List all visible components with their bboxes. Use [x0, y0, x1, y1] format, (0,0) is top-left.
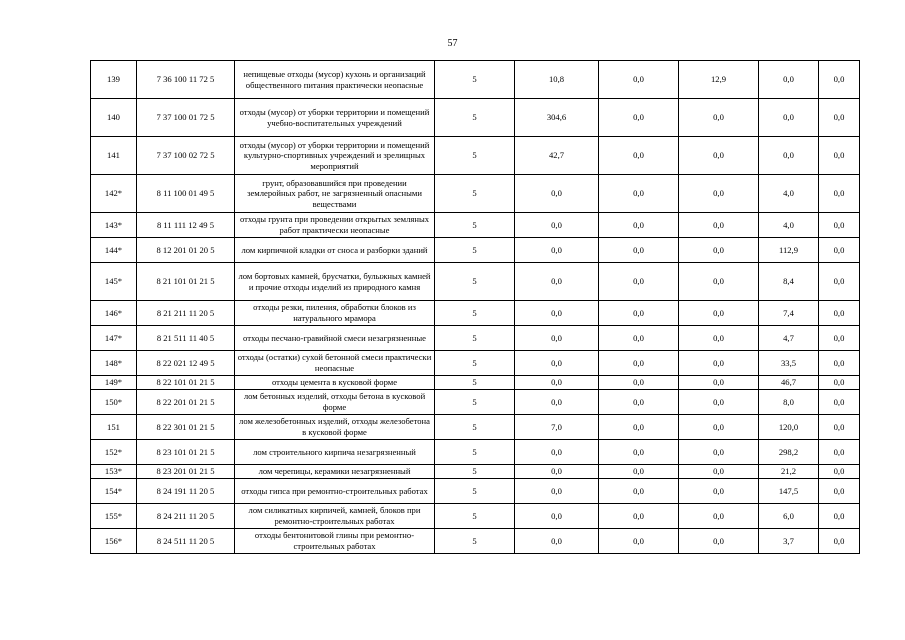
- waste-code: 8 21 211 11 20 5: [137, 301, 235, 326]
- hazard-class: 5: [435, 415, 515, 440]
- value-cell-2: 0,0: [599, 238, 679, 263]
- hazard-class: 5: [435, 263, 515, 301]
- row-number: 139: [91, 61, 137, 99]
- table-row: [91, 351, 860, 376]
- waste-name: лом строительного кирпича незагрязненный: [235, 440, 435, 465]
- waste-code: 8 22 201 01 21 5: [137, 390, 235, 415]
- hazard-class: 5: [435, 479, 515, 504]
- hazard-class: 5: [435, 175, 515, 213]
- hazard-class: 5: [435, 465, 515, 479]
- value-cell-5: 0,0: [819, 99, 860, 137]
- value-cell-5: 0,0: [819, 175, 860, 213]
- waste-code: 8 21 511 11 40 5: [137, 326, 235, 351]
- waste-table: [90, 60, 860, 554]
- table-row: [91, 504, 860, 529]
- value-cell-5: 0,0: [819, 351, 860, 376]
- value-cell-3: 0,0: [679, 301, 759, 326]
- value-cell-5: 0,0: [819, 390, 860, 415]
- value-cell-2: 0,0: [599, 61, 679, 99]
- waste-code: 8 23 201 01 21 5: [137, 465, 235, 479]
- table-row: [91, 99, 860, 137]
- waste-name: лом бортовых камней, брусчатки, булыжных камней и прочие отходы изделий из природного камня: [235, 263, 435, 301]
- value-cell-5: 0,0: [819, 479, 860, 504]
- waste-code: 7 37 100 01 72 5: [137, 99, 235, 137]
- value-cell-2: 0,0: [599, 390, 679, 415]
- value-cell-2: 0,0: [599, 213, 679, 238]
- value-cell-5: 0,0: [819, 213, 860, 238]
- hazard-class: 5: [435, 326, 515, 351]
- table-row: [91, 263, 860, 301]
- table-row: [91, 376, 860, 390]
- row-number: 156*: [91, 529, 137, 554]
- value-cell-2: 0,0: [599, 529, 679, 554]
- value-cell-5: 0,0: [819, 61, 860, 99]
- value-cell-1: 0,0: [515, 213, 599, 238]
- table-row: [91, 415, 860, 440]
- waste-name: отходы (мусор) от уборки территории и помещений учебно-воспитательных учреждений: [235, 99, 435, 137]
- waste-code: 8 22 301 01 21 5: [137, 415, 235, 440]
- hazard-class: 5: [435, 376, 515, 390]
- row-number: 141: [91, 137, 137, 175]
- waste-name: отходы (мусор) от уборки территории и помещений культурно-спортивных учреждений и зрелищных мероприятий: [235, 137, 435, 175]
- value-cell-5: 0,0: [819, 440, 860, 465]
- table-row: [91, 213, 860, 238]
- waste-code: 8 24 191 11 20 5: [137, 479, 235, 504]
- value-cell-2: 0,0: [599, 137, 679, 175]
- value-cell-5: 0,0: [819, 263, 860, 301]
- value-cell-2: 0,0: [599, 479, 679, 504]
- value-cell-4: 21,2: [759, 465, 819, 479]
- table-row: [91, 326, 860, 351]
- value-cell-4: 8,0: [759, 390, 819, 415]
- waste-code: 8 12 201 01 20 5: [137, 238, 235, 263]
- row-number: 147*: [91, 326, 137, 351]
- value-cell-1: 0,0: [515, 440, 599, 465]
- waste-name: отходы (остатки) сухой бетонной смеси практически неопасные: [235, 351, 435, 376]
- value-cell-1: 304,6: [515, 99, 599, 137]
- row-number: 143*: [91, 213, 137, 238]
- value-cell-3: 12,9: [679, 61, 759, 99]
- value-cell-3: 0,0: [679, 326, 759, 351]
- value-cell-1: 0,0: [515, 376, 599, 390]
- hazard-class: 5: [435, 504, 515, 529]
- value-cell-2: 0,0: [599, 175, 679, 213]
- row-number: 152*: [91, 440, 137, 465]
- value-cell-2: 0,0: [599, 301, 679, 326]
- value-cell-3: 0,0: [679, 465, 759, 479]
- value-cell-3: 0,0: [679, 351, 759, 376]
- value-cell-5: 0,0: [819, 529, 860, 554]
- waste-name: лом железобетонных изделий, отходы железобетона в кусковой форме: [235, 415, 435, 440]
- waste-code: 7 36 100 11 72 5: [137, 61, 235, 99]
- value-cell-2: 0,0: [599, 99, 679, 137]
- value-cell-3: 0,0: [679, 390, 759, 415]
- value-cell-3: 0,0: [679, 213, 759, 238]
- value-cell-5: 0,0: [819, 415, 860, 440]
- value-cell-4: 0,0: [759, 99, 819, 137]
- row-number: 150*: [91, 390, 137, 415]
- waste-name: лом кирпичной кладки от сноса и разборки зданий: [235, 238, 435, 263]
- row-number: 140: [91, 99, 137, 137]
- waste-name: отходы бентонитовой глины при ремонтно-строительных работах: [235, 529, 435, 554]
- value-cell-1: 10,8: [515, 61, 599, 99]
- value-cell-3: 0,0: [679, 137, 759, 175]
- waste-code: 7 37 100 02 72 5: [137, 137, 235, 175]
- row-number: 151: [91, 415, 137, 440]
- value-cell-5: 0,0: [819, 326, 860, 351]
- value-cell-2: 0,0: [599, 504, 679, 529]
- value-cell-3: 0,0: [679, 99, 759, 137]
- value-cell-5: 0,0: [819, 504, 860, 529]
- value-cell-1: 0,0: [515, 175, 599, 213]
- table-row: [91, 465, 860, 479]
- value-cell-3: 0,0: [679, 479, 759, 504]
- value-cell-4: 112,9: [759, 238, 819, 263]
- hazard-class: 5: [435, 99, 515, 137]
- row-number: 153*: [91, 465, 137, 479]
- waste-code: 8 22 021 12 49 5: [137, 351, 235, 376]
- value-cell-2: 0,0: [599, 376, 679, 390]
- value-cell-1: 0,0: [515, 465, 599, 479]
- value-cell-1: 0,0: [515, 529, 599, 554]
- value-cell-1: 0,0: [515, 504, 599, 529]
- hazard-class: 5: [435, 61, 515, 99]
- waste-name: лом черепицы, керамики незагрязненный: [235, 465, 435, 479]
- value-cell-4: 7,4: [759, 301, 819, 326]
- value-cell-1: 0,0: [515, 479, 599, 504]
- waste-name: отходы песчано-гравийной смеси незагрязненные: [235, 326, 435, 351]
- value-cell-2: 0,0: [599, 351, 679, 376]
- table-row: [91, 61, 860, 99]
- value-cell-4: 0,0: [759, 137, 819, 175]
- row-number: 142*: [91, 175, 137, 213]
- hazard-class: 5: [435, 390, 515, 415]
- waste-code: 8 11 111 12 49 5: [137, 213, 235, 238]
- row-number: 144*: [91, 238, 137, 263]
- waste-name: отходы грунта при проведении открытых земляных работ практически неопасные: [235, 213, 435, 238]
- value-cell-3: 0,0: [679, 504, 759, 529]
- value-cell-2: 0,0: [599, 263, 679, 301]
- value-cell-3: 0,0: [679, 415, 759, 440]
- value-cell-5: 0,0: [819, 301, 860, 326]
- waste-code: 8 22 101 01 21 5: [137, 376, 235, 390]
- hazard-class: 5: [435, 137, 515, 175]
- value-cell-3: 0,0: [679, 529, 759, 554]
- value-cell-4: 0,0: [759, 61, 819, 99]
- table-row: [91, 175, 860, 213]
- value-cell-4: 3,7: [759, 529, 819, 554]
- row-number: 148*: [91, 351, 137, 376]
- table-row: [91, 529, 860, 554]
- table-row: [91, 137, 860, 175]
- hazard-class: 5: [435, 440, 515, 465]
- waste-code: 8 11 100 01 49 5: [137, 175, 235, 213]
- value-cell-2: 0,0: [599, 440, 679, 465]
- value-cell-1: 0,0: [515, 326, 599, 351]
- value-cell-4: 120,0: [759, 415, 819, 440]
- waste-name: отходы цемента в кусковой форме: [235, 376, 435, 390]
- waste-name: отходы резки, пиления, обработки блоков из натурального мрамора: [235, 301, 435, 326]
- value-cell-2: 0,0: [599, 326, 679, 351]
- value-cell-2: 0,0: [599, 465, 679, 479]
- value-cell-4: 147,5: [759, 479, 819, 504]
- value-cell-1: 0,0: [515, 263, 599, 301]
- table-row: [91, 440, 860, 465]
- table-row: [91, 238, 860, 263]
- value-cell-1: 7,0: [515, 415, 599, 440]
- hazard-class: 5: [435, 213, 515, 238]
- hazard-class: 5: [435, 238, 515, 263]
- waste-name: непищевые отходы (мусор) кухонь и организаций общественного питания практически неопасные: [235, 61, 435, 99]
- page-number: 57: [447, 38, 458, 49]
- hazard-class: 5: [435, 301, 515, 326]
- hazard-class: 5: [435, 529, 515, 554]
- value-cell-5: 0,0: [819, 465, 860, 479]
- value-cell-3: 0,0: [679, 440, 759, 465]
- value-cell-3: 0,0: [679, 238, 759, 263]
- table-row: [91, 390, 860, 415]
- value-cell-4: 6,0: [759, 504, 819, 529]
- waste-code: 8 24 511 11 20 5: [137, 529, 235, 554]
- value-cell-4: 298,2: [759, 440, 819, 465]
- value-cell-4: 8,4: [759, 263, 819, 301]
- waste-code: 8 21 101 01 21 5: [137, 263, 235, 301]
- value-cell-3: 0,0: [679, 263, 759, 301]
- table-body: [91, 61, 860, 554]
- value-cell-1: 0,0: [515, 390, 599, 415]
- waste-code: 8 24 211 11 20 5: [137, 504, 235, 529]
- value-cell-1: 42,7: [515, 137, 599, 175]
- waste-name: отходы гипса при ремонтно-строительных работах: [235, 479, 435, 504]
- value-cell-3: 0,0: [679, 376, 759, 390]
- row-number: 145*: [91, 263, 137, 301]
- waste-name: лом бетонных изделий, отходы бетона в кусковой форме: [235, 390, 435, 415]
- value-cell-4: 4,7: [759, 326, 819, 351]
- row-number: 155*: [91, 504, 137, 529]
- value-cell-5: 0,0: [819, 137, 860, 175]
- row-number: 146*: [91, 301, 137, 326]
- hazard-class: 5: [435, 351, 515, 376]
- value-cell-2: 0,0: [599, 415, 679, 440]
- value-cell-1: 0,0: [515, 301, 599, 326]
- waste-code: 8 23 101 01 21 5: [137, 440, 235, 465]
- value-cell-3: 0,0: [679, 175, 759, 213]
- waste-name: грунт, образовавшийся при проведении землеройных работ, не загрязненный опасными веществами: [235, 175, 435, 213]
- value-cell-1: 0,0: [515, 238, 599, 263]
- value-cell-4: 4,0: [759, 213, 819, 238]
- waste-name: лом силикатных кирпичей, камней, блоков при ремонтно-строительных работах: [235, 504, 435, 529]
- table-row: [91, 479, 860, 504]
- value-cell-4: 4,0: [759, 175, 819, 213]
- table-row: [91, 301, 860, 326]
- value-cell-5: 0,0: [819, 238, 860, 263]
- value-cell-5: 0,0: [819, 376, 860, 390]
- value-cell-1: 0,0: [515, 351, 599, 376]
- value-cell-4: 33,5: [759, 351, 819, 376]
- value-cell-4: 46,7: [759, 376, 819, 390]
- row-number: 149*: [91, 376, 137, 390]
- row-number: 154*: [91, 479, 137, 504]
